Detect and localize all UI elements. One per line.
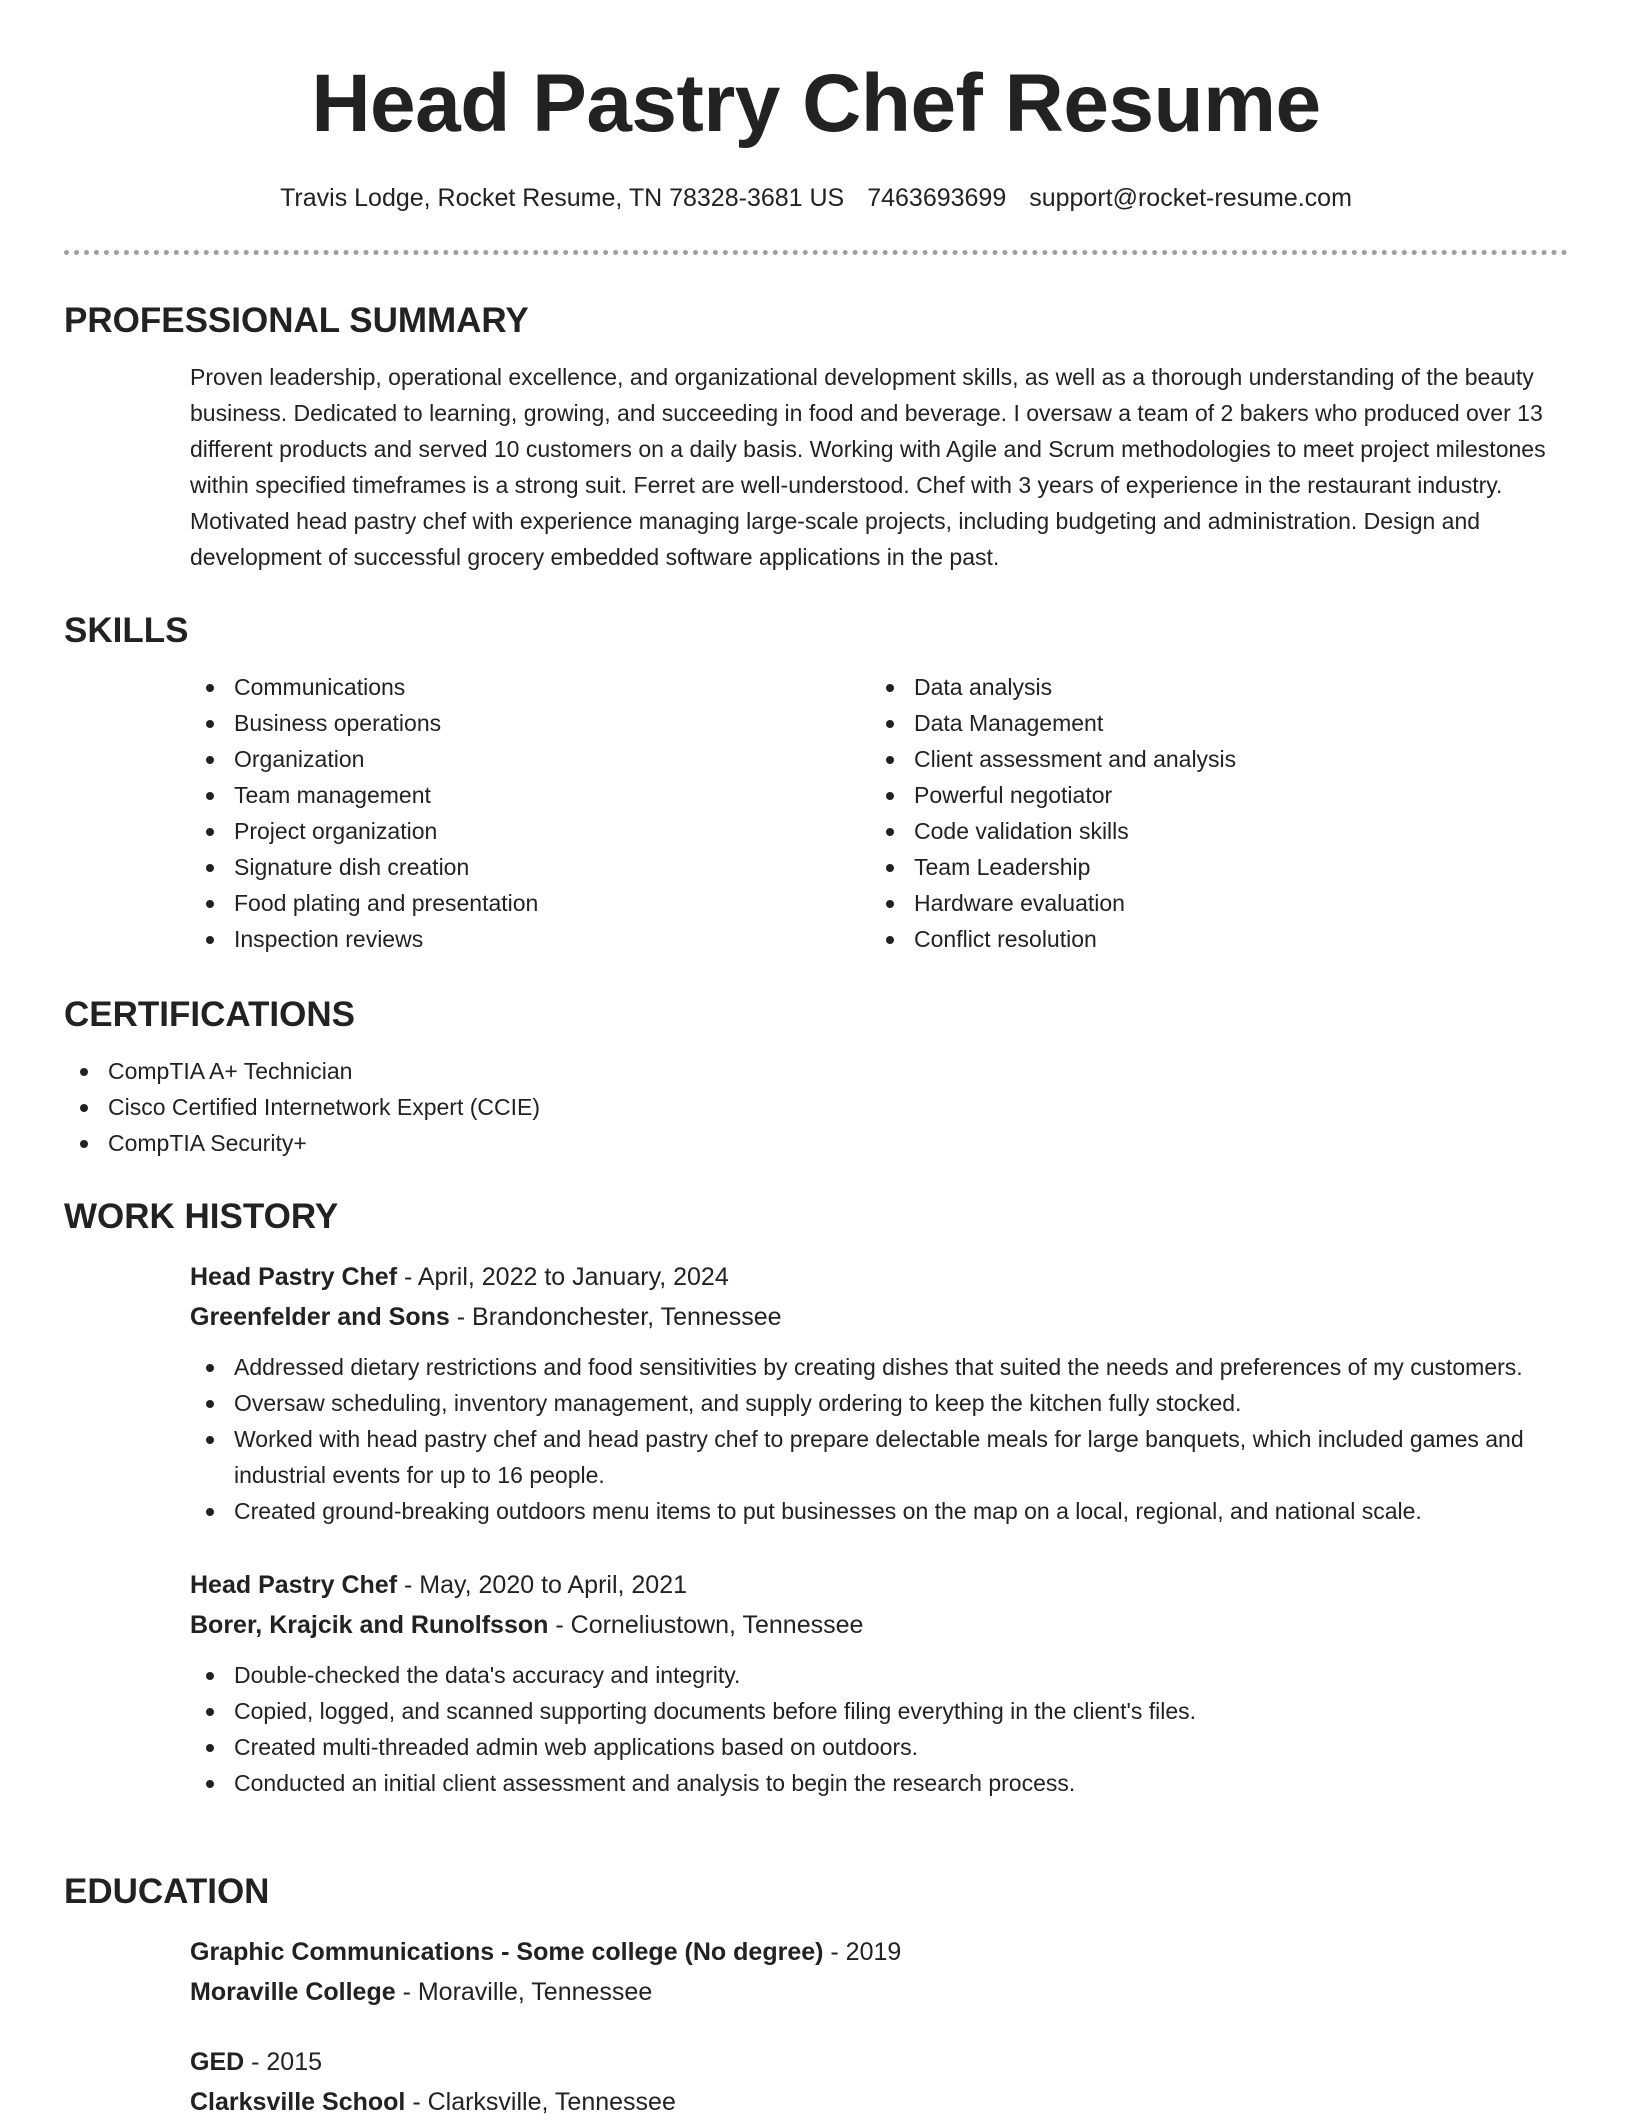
resume-title: Head Pastry Chef Resume	[311, 58, 1321, 149]
job-company-line	[190, 1297, 1568, 1337]
school-location: - Clarksville, Tennessee	[405, 2088, 676, 2116]
skill-item: Communications	[190, 669, 870, 705]
job-title-line	[190, 1565, 1568, 1605]
job-duties	[190, 1349, 1568, 1529]
skill-item: Team Leadership	[870, 849, 1550, 885]
certifications-heading: CERTIFICATIONS	[64, 995, 356, 1034]
skill-item: Data Management	[870, 705, 1550, 741]
skill-item: Data analysis	[870, 669, 1550, 705]
education-entry	[190, 1932, 1568, 2012]
job-dates: - May, 2020 to April, 2021	[397, 1571, 688, 1599]
duty-item: Created multi-threaded admin web applications based on outdoors.	[190, 1729, 1568, 1765]
job-title-line	[190, 1257, 1568, 1297]
education-section	[64, 1870, 1568, 2122]
skills-heading: SKILLS	[64, 611, 189, 650]
skill-item: Inspection reviews	[190, 921, 870, 957]
certification-item: CompTIA A+ Technician	[64, 1053, 1568, 1089]
job-company-line	[190, 1605, 1568, 1645]
skills-grid	[190, 669, 1568, 957]
skill-item: Organization	[190, 741, 870, 777]
skill-item: Code validation skills	[870, 813, 1550, 849]
work-history-section	[64, 1195, 1568, 1801]
degree-name: GED	[190, 2048, 245, 2076]
summary-heading: PROFESSIONAL SUMMARY	[64, 301, 529, 340]
degree-line	[190, 2042, 1568, 2082]
skill-item: Hardware evaluation	[870, 885, 1550, 921]
job-dates: - April, 2022 to January, 2024	[397, 1263, 729, 1291]
skill-item: Business operations	[190, 705, 870, 741]
skill-item: Conflict resolution	[870, 921, 1550, 957]
duty-item: Double-checked the data's accuracy and integrity.	[190, 1657, 1568, 1693]
certification-item: Cisco Certified Internetwork Expert (CCIE)	[64, 1089, 1568, 1125]
certification-item: CompTIA Security+	[64, 1125, 1568, 1161]
school-line	[190, 2082, 1568, 2122]
job-company: Greenfelder and Sons	[190, 1303, 450, 1331]
duty-item: Worked with head pastry chef and head pastry chef to prepare delectable meals for large banquets, which included games and industrial events for up to 16 people.	[190, 1421, 1568, 1493]
job-entry	[190, 1565, 1568, 1801]
job-duties	[190, 1657, 1568, 1801]
education-heading: EDUCATION	[64, 1872, 270, 1911]
duty-item: Addressed dietary restrictions and food sensitivities by creating dishes that suited the needs and preferences of my customers.	[190, 1349, 1568, 1385]
degree-year: - 2019	[823, 1938, 902, 1966]
skill-item: Team management	[190, 777, 870, 813]
contact-address: Travis Lodge, Rocket Resume, TN 78328-3681 US	[280, 184, 845, 212]
school-line	[190, 1972, 1568, 2012]
job-company: Borer, Krajcik and Runolfsson	[190, 1611, 549, 1639]
skill-item: Food plating and presentation	[190, 885, 870, 921]
summary-section	[64, 299, 1568, 575]
skill-item: Client assessment and analysis	[870, 741, 1550, 777]
certifications-list	[64, 1053, 1568, 1161]
job-location: - Corneliustown, Tennessee	[548, 1611, 864, 1639]
contact-email: support@rocket-resume.com	[1029, 184, 1352, 212]
school-name: Moraville College	[190, 1978, 396, 2006]
job-role: Head Pastry Chef	[190, 1571, 398, 1599]
school-location: - Moraville, Tennessee	[395, 1978, 653, 2006]
contact-phone: 7463693699	[867, 184, 1007, 212]
job-location: - Brandonchester, Tennessee	[449, 1303, 782, 1331]
degree-name: Graphic Communications - Some college (No degree)	[190, 1938, 824, 1966]
skills-section	[64, 609, 1568, 957]
degree-line	[190, 1932, 1568, 1972]
skills-column-left	[190, 669, 870, 957]
degree-year: - 2015	[244, 2048, 323, 2076]
header-divider	[64, 250, 1568, 255]
contact-line	[0, 180, 1632, 216]
summary-text: Proven leadership, operational excellence, and organizational development skills, as well as a thorough understanding of the beauty business. Dedicated to learning, growing, and succeeding in food and beverage. I oversaw a team of 2 bakers who produced over 13 different products and served 10 customers on a daily basis. Working with Agile and Scrum methodologies to meet project milestones within specified timeframes is a strong suit. Ferret are well-understood. Chef with 3 years of experience in the restaurant industry. Motivated head pastry chef with experience managing large-scale projects, including budgeting and administration. Design and development of successful grocery embedded software applications in the past.	[190, 364, 1546, 570]
job-role: Head Pastry Chef	[190, 1263, 398, 1291]
duty-item: Created ground-breaking outdoors menu items to put businesses on the map on a local, regional, and national scale.	[190, 1493, 1568, 1529]
job-entry	[190, 1257, 1568, 1529]
duty-item: Copied, logged, and scanned supporting documents before filing everything in the client's files.	[190, 1693, 1568, 1729]
certifications-section	[64, 993, 1568, 1161]
duty-item: Conducted an initial client assessment and analysis to begin the research process.	[190, 1765, 1568, 1801]
skill-item: Powerful negotiator	[870, 777, 1550, 813]
duty-item: Oversaw scheduling, inventory management, and supply ordering to keep the kitchen fully stocked.	[190, 1385, 1568, 1421]
skills-column-right	[870, 669, 1550, 957]
work-history-heading: WORK HISTORY	[64, 1197, 339, 1236]
skill-item: Project organization	[190, 813, 870, 849]
school-name: Clarksville School	[190, 2088, 406, 2116]
education-entry	[190, 2042, 1568, 2122]
skill-item: Signature dish creation	[190, 849, 870, 885]
